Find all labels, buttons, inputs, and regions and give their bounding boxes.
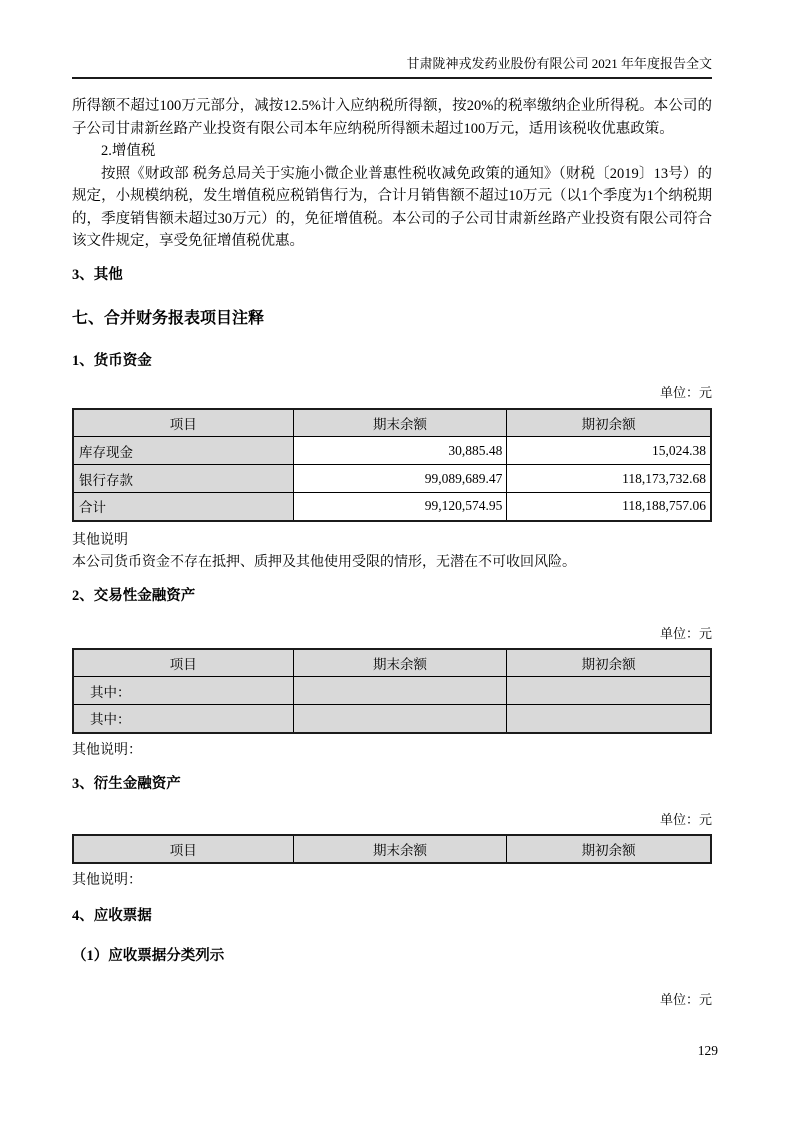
column-header: 期初余额 [507,409,711,437]
row-label-cell: 其中： [73,677,293,705]
heading-monetary-funds: 1、货币资金 [72,352,152,369]
row-label-cell: 合计 [73,493,293,521]
unit-label-derivative-assets: 单位：元 [659,811,712,827]
derivative-financial-assets-table [72,834,712,864]
table-header-row [73,835,711,863]
value-cell: 118,173,732.68 [507,465,711,493]
table-row [73,493,711,521]
header-divider [72,77,712,79]
heading-section-seven: 七、合并财务报表项目注释 [72,309,265,327]
monetary-funds-table [72,408,712,522]
column-header: 期末余额 [293,649,507,677]
value-cell [293,705,507,733]
page-header-title: 甘肃陇神戎发药业股份有限公司 2021 年年度报告全文 [406,56,712,71]
heading-other: 3、其他 [72,266,123,283]
table-row [73,465,711,493]
heading-notes-receivable-classification: （1）应收票据分类列示 [72,947,225,964]
table-row [73,437,711,465]
trading-financial-assets-table [72,648,712,734]
monetary-funds-note-body: 本公司货币资金不存在抵押、质押及其他使用受限的情形，无潜在不可收回风险。 [72,554,576,570]
value-cell: 118,188,757.06 [507,493,711,521]
table-row [73,705,711,733]
heading-derivative-financial-assets: 3、衍生金融资产 [72,775,181,792]
page-number: 129 [697,1043,718,1058]
column-header: 项目 [73,409,293,437]
column-header: 期末余额 [293,409,507,437]
income-tax-policy-paragraph: 所得额不超过100万元部分，减按12.5%计入应纳税所得额，按20%的税率缴纳企业所得税。本公司的子公司甘肃新丝路产业投资有限公司本年应纳税所得额未超过100万元，适用该税收优惠政策。 [72,98,712,137]
column-header: 项目 [73,835,293,863]
value-cell [293,677,507,705]
unit-label-monetary-funds: 单位：元 [659,384,712,400]
vat-policy-paragraph: 按照《财政部 税务总局关于实施小微企业普惠性税收减免政策的通知》（财税〔2019〕13号）的规定，小规模纳税，发生增值税应税销售行为，合计月销售额不超过10万元（以1个季度为1个纳税期的，季度销售额未超过30万元）的，免征增值税。本公司的子公司甘肃新丝路产业投资有限公司符合该文件规定，享受免征增值税优惠。 [72,165,712,249]
trading-assets-note-title: 其他说明： [72,742,142,758]
derivative-assets-note-title: 其他说明： [72,872,142,888]
monetary-funds-note-title: 其他说明 [72,532,128,548]
value-cell: 15,024.38 [507,437,711,465]
value-cell: 99,120,574.95 [293,493,507,521]
row-label-cell: 银行存款 [73,465,293,493]
row-label-cell: 库存现金 [73,437,293,465]
heading-notes-receivable: 4、应收票据 [72,907,152,924]
heading-trading-financial-assets: 2、交易性金融资产 [72,587,196,604]
value-cell: 99,089,689.47 [293,465,507,493]
vat-item-line: 2.增值税 [101,143,156,159]
column-header: 期初余额 [507,835,711,863]
unit-label-notes-receivable: 单位：元 [659,991,712,1007]
column-header: 期末余额 [293,835,507,863]
column-header: 项目 [73,649,293,677]
table-header-row [73,649,711,677]
table-row [73,677,711,705]
unit-label-trading-assets: 单位：元 [659,625,712,641]
value-cell [507,705,711,733]
value-cell: 30,885.48 [293,437,507,465]
row-label-cell: 其中： [73,705,293,733]
table-header-row [73,409,711,437]
value-cell [507,677,711,705]
column-header: 期初余额 [507,649,711,677]
